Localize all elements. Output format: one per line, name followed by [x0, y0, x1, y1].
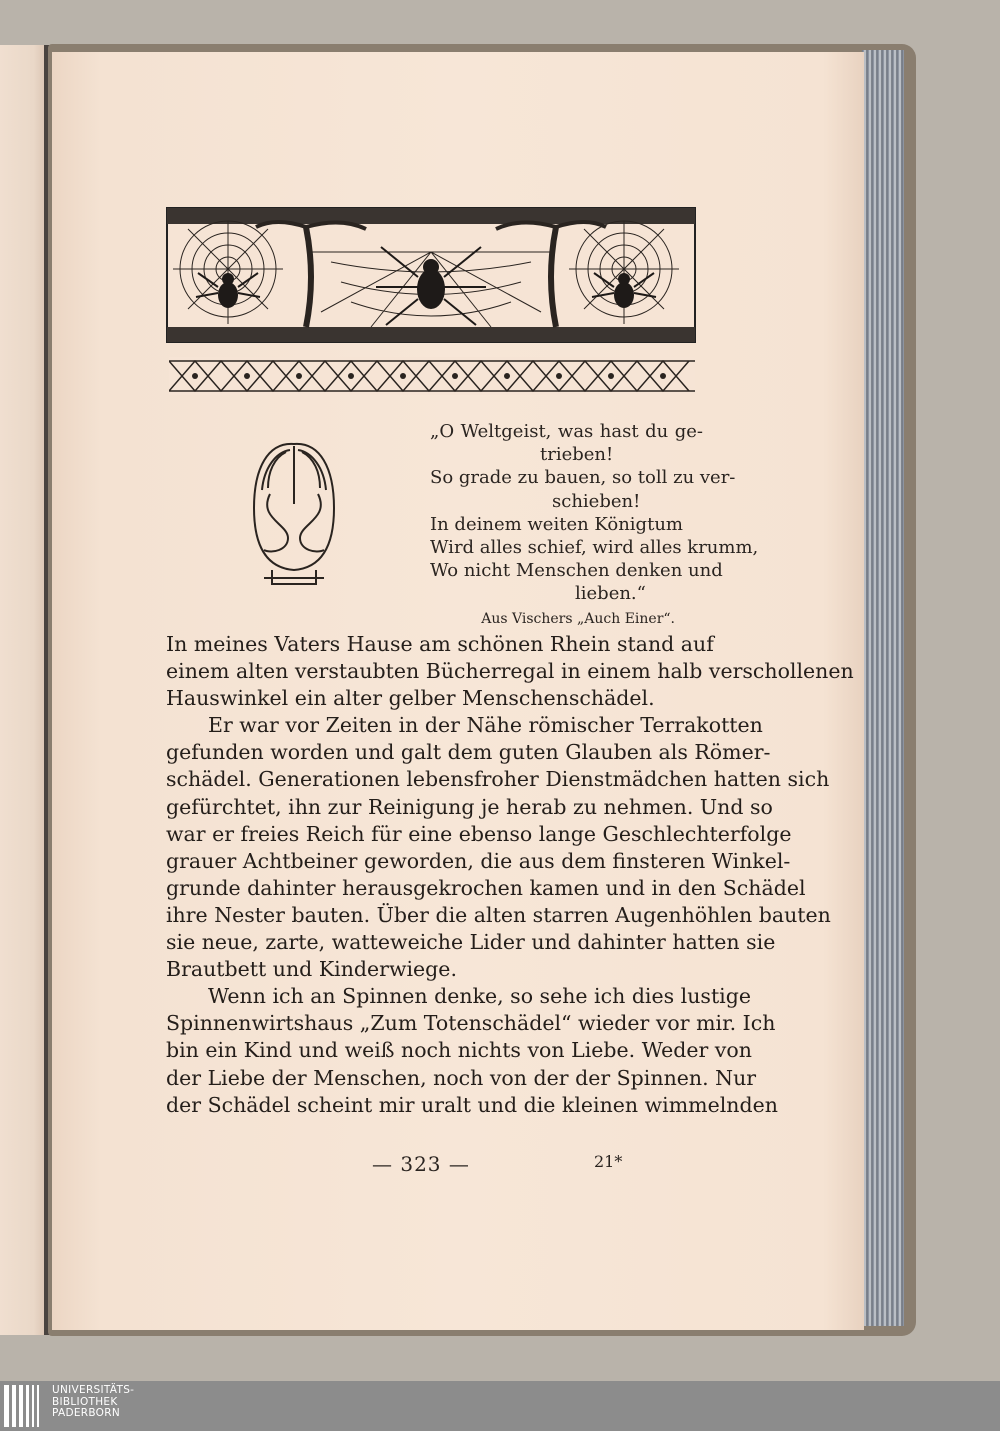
body-line: ihre Nester bauten. Über die alten starren Augenhöhlen bauten [166, 902, 831, 927]
body-line: grunde dahinter herausgekrochen kamen und in den Schädel [166, 875, 806, 900]
page-block-edge [862, 50, 904, 1326]
body-text [166, 631, 854, 1119]
page-number: — 323 — [372, 1152, 470, 1176]
epigraph-line: Wird alles schief, wird alles krumm, [430, 537, 759, 559]
library-name [52, 1385, 134, 1420]
library-name-line: BIBLIOTHEK [52, 1395, 118, 1408]
body-line: In meines Vaters Hause am schönen Rhein stand auf [166, 632, 714, 656]
ornamental-border-strip [169, 357, 695, 395]
epigraph-line: Wo nicht Menschen denken und [430, 560, 723, 582]
body-line: der Liebe der Menschen, noch von der der Spinnen. Nur [166, 1065, 757, 1090]
library-name-line: PADERBORN [52, 1407, 120, 1419]
body-line: grauer Achtbeiner geworden, die aus dem finsteren Winkel- [166, 848, 791, 873]
signature-mark: 21* [594, 1152, 623, 1171]
body-line: sie neue, zarte, watteweiche Lider und dahinter hatten sie [166, 930, 776, 955]
epigraph-line: trieben! [540, 444, 614, 466]
epigraph-source: Aus Vischers „Auch Einer“. [481, 610, 675, 627]
body-line: gefunden worden und galt dem guten Glauben als Römer- [166, 740, 771, 765]
library-footer [0, 1381, 1000, 1431]
body-line: schädel. Generationen lebensfroher Dienstmädchen hatten sich [166, 767, 830, 792]
epigraph-line: In deinem weiten Königtum [430, 513, 683, 535]
spider-web-headpiece [166, 207, 696, 343]
body-line: Hauswinkel ein alter gelber Menschenschädel. [166, 686, 655, 711]
library-logo-icon [4, 1385, 44, 1427]
library-name-line: UNIVERSITÄTS- [52, 1384, 135, 1396]
body-line: war er freies Reich für eine ebenso lange Geschlechterfolge [166, 821, 792, 846]
epigraph-line: So grade zu bauen, so toll zu ver- [430, 467, 736, 489]
body-line: Spinnenwirtshaus „Zum Totenschädel“ wieder vor mir. Ich [166, 1011, 776, 1036]
epigraph-line: schieben! [552, 490, 641, 512]
body-line: einem alten verstaubten Bücherregal in einem halb verschollenen [166, 659, 854, 684]
body-line: Brautbett und Kinderwiege. [166, 957, 457, 982]
body-line: Er war vor Zeiten in der Nähe römischer Terrakotten [208, 713, 763, 738]
epigraph-line: „O Weltgeist, was hast du ge- [430, 421, 703, 442]
body-line: Wenn ich an Spinnen denke, so sehe ich dies lustige [208, 984, 751, 1009]
body-line: gefürchtet, ihn zur Reinigung je herab zu nehmen. Und so [166, 794, 773, 819]
left-page-edge [0, 45, 50, 1335]
epigraph-line: lieben.“ [575, 583, 646, 605]
art-nouveau-ornament [248, 438, 340, 588]
body-line: der Schädel scheint mir uralt und die kleinen wimmelnden [166, 1092, 778, 1117]
epigraph [430, 420, 759, 631]
body-line: bin ein Kind und weiß noch nichts von Liebe. Weder von [166, 1038, 752, 1063]
